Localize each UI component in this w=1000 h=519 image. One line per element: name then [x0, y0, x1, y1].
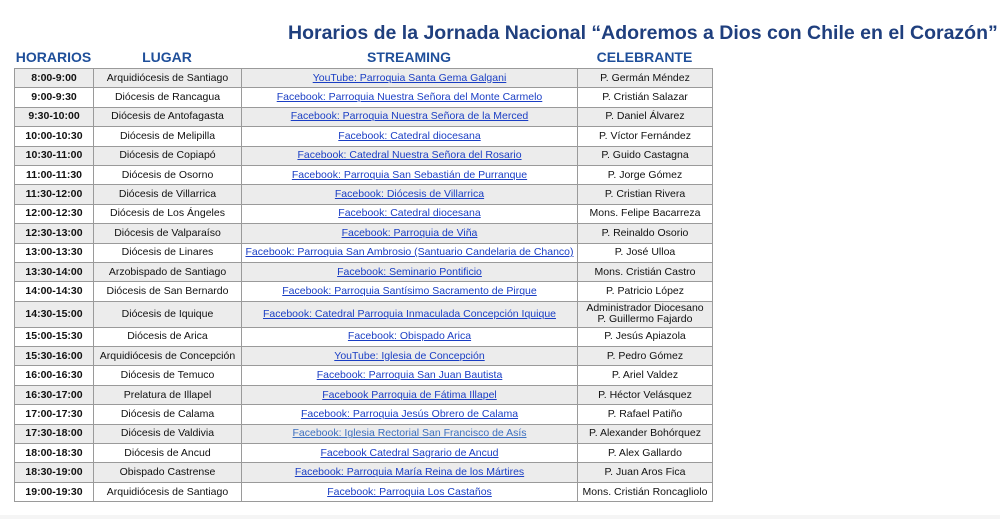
stream-cell	[242, 482, 578, 501]
place-cell: Diócesis de Osorno	[94, 165, 242, 184]
place-cell: Diócesis de Valdivia	[94, 424, 242, 443]
time-cell: 10:30-11:00	[15, 146, 94, 165]
stream-link[interactable]: YouTube: Iglesia de Concepción	[334, 349, 485, 362]
stream-cell	[242, 243, 578, 262]
celebrant-line: P. Guillermo Fajardo	[597, 313, 693, 326]
place-cell: Diócesis de Temuco	[94, 366, 242, 385]
table-row	[15, 224, 713, 243]
table-row	[15, 204, 713, 223]
table-row	[15, 463, 713, 482]
stream-cell	[242, 146, 578, 165]
stream-link[interactable]: Facebook: Parroquia María Reina de los Mártires	[294, 466, 525, 479]
table-row	[15, 327, 713, 346]
time-cell: 8:00-9:00	[15, 69, 94, 88]
celebrant-cell: P. Cristian Rivera	[578, 185, 713, 204]
schedule-body	[15, 69, 713, 502]
table-row	[15, 107, 713, 126]
table-row	[15, 69, 713, 88]
celebrant-cell: P. Alexander Bohórquez	[578, 424, 713, 443]
stream-cell	[242, 185, 578, 204]
stream-cell	[242, 88, 578, 107]
stream-link[interactable]: Facebook Catedral Sagrario de Ancud	[320, 446, 499, 459]
place-cell: Arquidiócesis de Santiago	[94, 482, 242, 501]
stream-cell	[242, 127, 578, 146]
header-celebrante: CELEBRANTE	[596, 49, 693, 65]
header-streaming: STREAMING	[367, 49, 451, 65]
table-row	[15, 127, 713, 146]
place-cell: Diócesis de Antofagasta	[94, 107, 242, 126]
time-cell: 15:00-15:30	[15, 327, 94, 346]
celebrant-cell: P. Germán Méndez	[578, 69, 713, 88]
celebrant-cell: P. Juan Aros Fica	[578, 463, 713, 482]
place-cell: Arquidiócesis de Concepción	[94, 347, 242, 366]
stream-cell	[242, 165, 578, 184]
time-cell: 9:00-9:30	[15, 88, 94, 107]
stream-cell	[242, 262, 578, 281]
place-cell: Prelatura de Illapel	[94, 385, 242, 404]
time-cell: 18:00-18:30	[15, 444, 94, 463]
table-row	[15, 347, 713, 366]
time-cell: 14:00-14:30	[15, 282, 94, 301]
time-cell: 16:00-16:30	[15, 366, 94, 385]
celebrant-cell: Mons. Cristián Castro	[578, 262, 713, 281]
celebrant-cell: P. Daniel Álvarez	[578, 107, 713, 126]
stream-link[interactable]: Facebook: Iglesia Rectorial San Francisco de Asís	[292, 427, 527, 440]
place-cell: Diócesis de Iquique	[94, 301, 242, 327]
table-row	[15, 424, 713, 443]
time-cell: 15:30-16:00	[15, 347, 94, 366]
stream-link[interactable]: Facebook: Parroquia San Sebastián de Purranque	[291, 168, 528, 181]
table-row	[15, 165, 713, 184]
table-row	[15, 444, 713, 463]
stream-link[interactable]: Facebook: Catedral diocesana	[338, 207, 481, 220]
place-cell: Diócesis de Los Ángeles	[94, 204, 242, 223]
celebrant-cell: P. Alex Gallardo	[578, 444, 713, 463]
header-horarios: HORARIOS	[15, 49, 92, 65]
place-cell: Arzobispado de Santiago	[94, 262, 242, 281]
place-cell: Diócesis de Valparaíso	[94, 224, 242, 243]
stream-link[interactable]: Facebook: Parroquia Santísimo Sacramento de Pirque	[282, 284, 537, 297]
table-row	[15, 366, 713, 385]
time-cell: 17:30-18:00	[15, 424, 94, 443]
time-cell: 12:00-12:30	[15, 204, 94, 223]
time-cell: 19:00-19:30	[15, 482, 94, 501]
time-cell: 13:00-13:30	[15, 243, 94, 262]
stream-link[interactable]: Facebook: Parroquia Nuestra Señora de la Merced	[290, 110, 529, 123]
stream-link[interactable]: Facebook: Catedral Parroquia Inmaculada Concepción Iquique	[262, 307, 556, 320]
place-cell: Diócesis de San Bernardo	[94, 282, 242, 301]
place-cell: Diócesis de Ancud	[94, 444, 242, 463]
place-cell: Diócesis de Arica	[94, 327, 242, 346]
time-cell: 16:30-17:00	[15, 385, 94, 404]
stream-cell	[242, 463, 578, 482]
place-cell: Diócesis de Villarrica	[94, 185, 242, 204]
celebrant-cell: P. Patricio López	[578, 282, 713, 301]
celebrant-cell: Mons. Felipe Bacarreza	[578, 204, 713, 223]
stream-cell	[242, 327, 578, 346]
stream-cell	[242, 347, 578, 366]
place-cell: Diócesis de Rancagua	[94, 88, 242, 107]
stream-link[interactable]: Facebook: Obispado Arica	[347, 330, 472, 343]
stream-cell	[242, 424, 578, 443]
header-lugar: LUGAR	[142, 49, 192, 65]
celebrant-cell: P. Cristián Salazar	[578, 88, 713, 107]
table-row	[15, 262, 713, 281]
place-cell: Arquidiócesis de Santiago	[94, 69, 242, 88]
table-row	[15, 385, 713, 404]
stream-link[interactable]: Facebook: Parroquia Jesús Obrero de Calama	[300, 407, 519, 420]
time-cell: 11:30-12:00	[15, 185, 94, 204]
celebrant-cell: P. Pedro Gómez	[578, 347, 713, 366]
celebrant-cell: P. Víctor Fernández	[578, 127, 713, 146]
stream-cell	[242, 385, 578, 404]
place-cell: Diócesis de Linares	[94, 243, 242, 262]
time-cell: 18:30-19:00	[15, 463, 94, 482]
stream-link[interactable]: Facebook: Catedral Nuestra Señora del Rosario	[297, 149, 522, 162]
celebrant-cell: P. Jorge Gómez	[578, 165, 713, 184]
stream-link[interactable]: Facebook Parroquia de Fátima Illapel	[322, 388, 497, 401]
stream-link[interactable]: Facebook: Catedral diocesana	[338, 129, 481, 142]
place-cell: Obispado Castrense	[94, 463, 242, 482]
bottom-divider	[0, 515, 1000, 519]
time-cell: 11:00-11:30	[15, 165, 94, 184]
place-cell: Diócesis de Copiapó	[94, 146, 242, 165]
stream-cell	[242, 301, 578, 327]
celebrant-cell: P. Rafael Patiño	[578, 405, 713, 424]
schedule-table	[14, 68, 713, 502]
celebrant-cell: P. Jesús Apiazola	[578, 327, 713, 346]
table-row	[15, 282, 713, 301]
table-row	[15, 301, 713, 327]
stream-cell	[242, 204, 578, 223]
celebrant-cell: P. José Ulloa	[578, 243, 713, 262]
place-cell: Diócesis de Calama	[94, 405, 242, 424]
stream-cell	[242, 444, 578, 463]
stream-link[interactable]: YouTube: Parroquia Santa Gema Galgani	[312, 71, 507, 84]
table-row	[15, 146, 713, 165]
stream-link[interactable]: Facebook: Parroquia de Viña	[341, 226, 478, 239]
stream-link[interactable]: Facebook: Seminario Pontificio	[337, 265, 482, 278]
table-row	[15, 405, 713, 424]
time-cell: 10:00-10:30	[15, 127, 94, 146]
table-row	[15, 185, 713, 204]
celebrant-cell: P. Héctor Velásquez	[578, 385, 713, 404]
place-cell: Diócesis de Melipilla	[94, 127, 242, 146]
time-cell: 14:30-15:00	[15, 301, 94, 327]
stream-cell	[242, 282, 578, 301]
stream-cell	[242, 224, 578, 243]
table-row	[15, 243, 713, 262]
stream-link[interactable]: Facebook: Parroquia Nuestra Señora del Monte Carmelo	[276, 91, 543, 104]
table-row	[15, 482, 713, 501]
stream-link[interactable]: Facebook: Parroquia Los Castaños	[327, 485, 492, 498]
page-title: Horarios de la Jornada Nacional “Adoremos a Dios con Chile en el Corazón”	[288, 22, 998, 44]
time-cell: 9:30-10:00	[15, 107, 94, 126]
time-cell: 12:30-13:00	[15, 224, 94, 243]
celebrant-cell: P. Guido Castagna	[578, 146, 713, 165]
celebrant-line: Administrador Diocesano	[586, 302, 704, 315]
stream-cell	[242, 107, 578, 126]
column-headers	[14, 49, 712, 66]
table-row	[15, 88, 713, 107]
celebrant-cell: P. Ariel Valdez	[578, 366, 713, 385]
stream-link[interactable]: Facebook: Parroquia San Ambrosio (Santuario Candelaria de Chanco)	[245, 246, 574, 259]
time-cell: 17:00-17:30	[15, 405, 94, 424]
stream-link[interactable]: Facebook: Diócesis de Villarrica	[334, 188, 485, 201]
stream-cell	[242, 405, 578, 424]
celebrant-cell: Mons. Cristián Roncagliolo	[578, 482, 713, 501]
time-cell: 13:30-14:00	[15, 262, 94, 281]
stream-cell	[242, 366, 578, 385]
celebrant-cell: P. Reinaldo Osorio	[578, 224, 713, 243]
stream-link[interactable]: Facebook: Parroquia San Juan Bautista	[316, 369, 503, 382]
celebrant-cell	[578, 301, 713, 327]
stream-cell	[242, 69, 578, 88]
